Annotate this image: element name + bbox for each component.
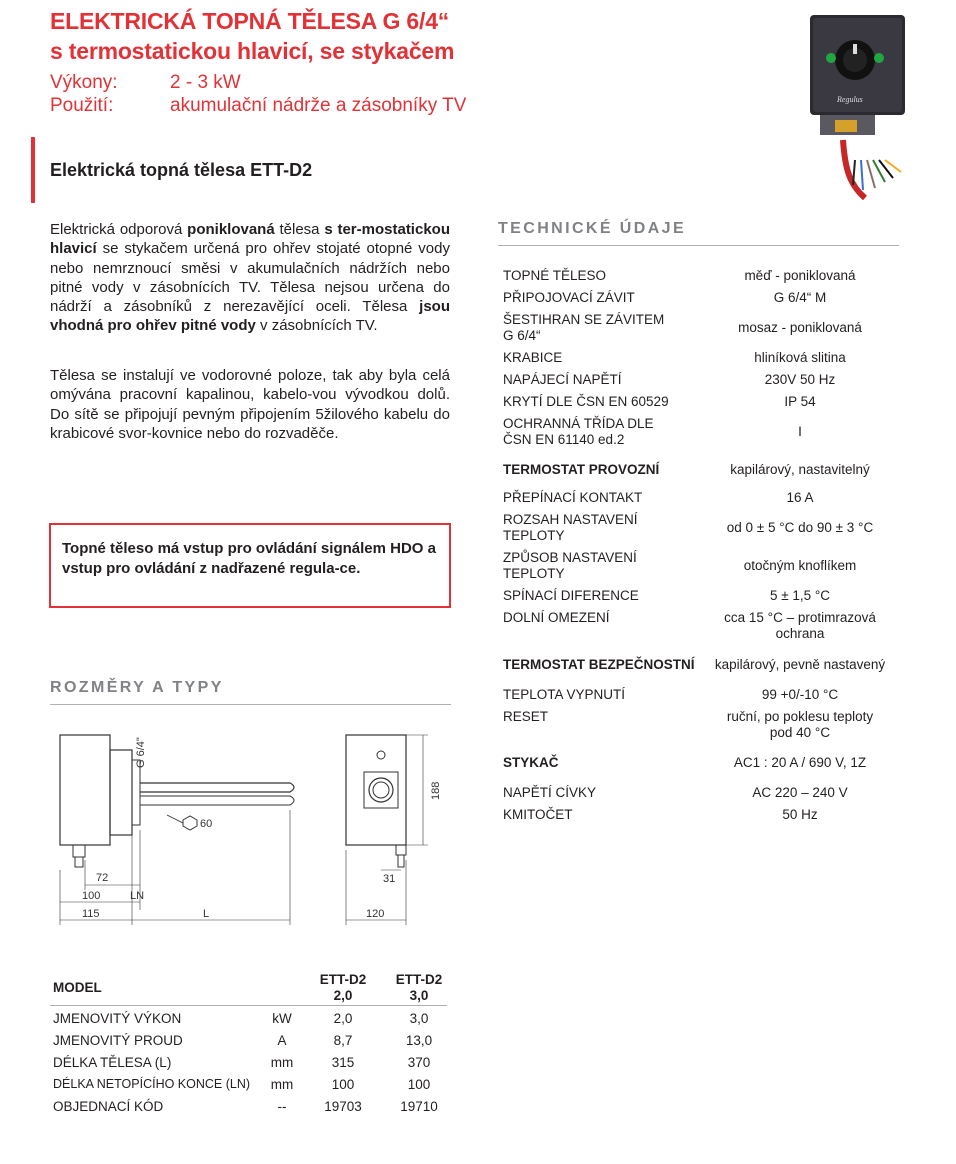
model-row-value-2: 13,0 — [405, 1033, 433, 1048]
tech-row-value: kapilárový, pevně nastavený — [714, 657, 886, 672]
model-row-name: DÉLKA NETOPÍCÍHO KONCE (LN) — [53, 1077, 251, 1091]
product-photo — [805, 10, 915, 200]
tech-row-label: KRABICE — [503, 350, 563, 365]
section-title: Elektrická topná tělesa ETT-D2 — [50, 160, 313, 180]
tech-heading: TECHNICKÉ ÚDAJE — [498, 220, 687, 237]
tech-row-value: 5 ± 1,5 °C — [769, 588, 831, 603]
tech-row-value: ruční, po poklesu teploty pod 40 °C — [726, 709, 874, 740]
tech-row-value: 99 +0/-10 °C — [761, 687, 839, 702]
cable-wires — [843, 140, 901, 198]
description-run: poniklovaná — [187, 221, 275, 238]
description-paragraph-1 — [50, 220, 450, 336]
dim-g-label: G 6/4" — [135, 737, 147, 768]
model-row-name: DÉLKA TĚLESA (L) — [53, 1055, 172, 1070]
dimensions-heading-rule — [50, 704, 451, 705]
model-row-value-1: 2,0 — [333, 1011, 353, 1026]
model-header-label: MODEL — [53, 980, 102, 995]
brand-logo-text: Regulus — [837, 95, 863, 104]
dim-115-label: 115 — [82, 908, 100, 920]
description-run: s ter-mostatickou hlavicí — [50, 221, 450, 258]
page-subtitle: s termostatickou hlavicí, se stykačem — [50, 38, 455, 64]
tech-row-value: G 6/4“ M — [773, 290, 827, 305]
tech-row-label: SPÍNACÍ DIFERENCE — [503, 588, 639, 603]
description-run: jsou vhodná pro ohřev pitné vody — [50, 298, 450, 335]
model-col-1: ETT-D2 2,0 — [319, 972, 367, 1003]
tech-row-label: NAPÁJECÍ NAPĚTÍ — [503, 372, 622, 387]
tech-row-value: měď - poniklovaná — [744, 268, 856, 283]
tech-row-label: TERMOSTAT BEZPEČNOSTNÍ — [503, 657, 695, 672]
page-title: ELEKTRICKÁ TOPNÁ TĚLESA G 6/4“ — [50, 8, 450, 34]
tech-row-label: NAPĚTÍ CÍVKY — [503, 785, 597, 800]
model-row-unit: -- — [277, 1099, 287, 1114]
dim-hex-label: 60 — [200, 818, 213, 830]
description-run: Elektrická odporová — [50, 221, 188, 238]
tech-row-label: KMITOČET — [503, 807, 573, 822]
model-row-name: JMENOVITÝ VÝKON — [53, 1011, 182, 1026]
tech-row-value: otočným knoflíkem — [743, 558, 857, 573]
tech-row-value: hliníková slitina — [754, 350, 846, 365]
tech-row-value: 50 Hz — [782, 807, 818, 822]
tech-heading-rule — [498, 245, 899, 246]
dim-l-label: L — [203, 908, 210, 920]
dim-100-label: 100 — [82, 890, 101, 902]
model-row-value-2: 19710 — [400, 1099, 438, 1114]
model-row-unit: mm — [270, 1055, 294, 1070]
model-row-unit: A — [277, 1033, 287, 1048]
model-table-rule — [50, 1005, 447, 1006]
use-label: Použití: — [50, 95, 114, 116]
dim-72-label: 72 — [96, 872, 109, 884]
description-paragraph-2: Tělesa se instalují ve vodorovné poloze, tak aby byla celá omývána pracovní kapalinou, kabelo-vou vývodkou dolů. Do sítě se připojují pevným připojením 5žilového kabelu do krabicové svor-kovnice nebo do rozvaděče. — [50, 367, 450, 442]
model-row-value-2: 370 — [407, 1055, 431, 1070]
model-row-value-1: 8,7 — [333, 1033, 353, 1048]
tech-row-label: ROZSAH NASTAVENÍ TEPLOTY — [503, 512, 638, 543]
section-accent-bar — [31, 137, 35, 203]
tech-row-value: I — [798, 424, 802, 439]
tech-row-label: TEPLOTA VYPNUTÍ — [503, 687, 626, 702]
model-col-2: ETT-D2 3,0 — [395, 972, 443, 1003]
tech-row-value: 230V 50 Hz — [764, 372, 836, 387]
description-run: tělesa — [274, 221, 325, 238]
tech-row-value: cca 15 °C – protimrazová ochrana — [724, 610, 876, 641]
dimensions-heading: ROZMĚRY A TYPY — [50, 679, 224, 696]
tech-row-value: AC 220 – 240 V — [752, 785, 848, 800]
tech-row-label: DOLNÍ OMEZENÍ — [503, 610, 610, 625]
tech-row-label: TERMOSTAT PROVOZNÍ — [503, 462, 660, 477]
tech-row-label: PŘIPOJOVACÍ ZÁVIT — [503, 290, 635, 305]
tech-row-value: AC1 : 20 A / 690 V, 1Z — [733, 755, 867, 770]
model-row-value-1: 100 — [331, 1077, 355, 1092]
tech-row-label: ZPŮSOB NASTAVENÍ TEPLOTY — [503, 550, 637, 581]
model-row-value-2: 3,0 — [409, 1011, 429, 1026]
tech-row-label: KRYTÍ DLE ČSN EN 60529 — [503, 394, 669, 409]
tech-row-value: kapilárový, nastavitelný — [730, 462, 870, 477]
tech-row-label: ŠESTIHRAN SE ZÁVITEM G 6/4“ — [503, 312, 665, 343]
note-text: Topné těleso má vstup pro ovládání signálem HDO a vstup pro ovládání z nadřazené regula-ce. — [62, 540, 436, 577]
model-row-unit: kW — [272, 1011, 292, 1026]
description-run: v zásobnících TV. — [255, 317, 378, 335]
tech-row-label: RESET — [503, 709, 549, 724]
tech-row-value: 16 A — [786, 490, 814, 505]
tech-row-value: od 0 ± 5 °C do 90 ± 3 °C — [726, 520, 874, 535]
tech-row-value: mosaz - poniklovaná — [738, 320, 862, 335]
use-value: akumulační nádrže a zásobníky TV — [170, 95, 467, 116]
dim-188-label: 188 — [430, 781, 442, 800]
dim-31-label: 31 — [383, 873, 396, 885]
tech-row-label: OCHRANNÁ TŘÍDA DLE ČSN EN 61140 ed.2 — [503, 416, 654, 447]
dim-ln-label: LN — [130, 890, 145, 902]
dim-120-label: 120 — [366, 908, 385, 920]
dimension-drawing — [48, 720, 453, 930]
model-row-name: JMENOVITÝ PROUD — [53, 1033, 183, 1048]
model-row-value-2: 100 — [407, 1077, 431, 1092]
model-row-value-1: 19703 — [324, 1099, 362, 1114]
tech-row-value: IP 54 — [784, 394, 816, 409]
model-row-unit: mm — [270, 1077, 294, 1092]
model-row-name: OBJEDNACÍ KÓD — [53, 1099, 164, 1114]
power-label: Výkony: — [50, 72, 118, 93]
tech-row-label: PŘEPÍNACÍ KONTAKT — [503, 490, 643, 505]
description-run: se stykačem určená pro ohřev stojaté otopné vody nebo nemrznoucí směsi v akumulačních nádržích nebo pitné vody v zásobnících TV. Tělesa nejsou určena do nádrží a zásobníků z nerezavějící oceli. Tělesa — [50, 240, 450, 316]
tech-row-label: STYKAČ — [503, 755, 559, 770]
tech-row-label: TOPNÉ TĚLESO — [503, 268, 607, 283]
model-row-value-1: 315 — [331, 1055, 355, 1070]
power-value: 2 - 3 kW — [170, 72, 241, 93]
